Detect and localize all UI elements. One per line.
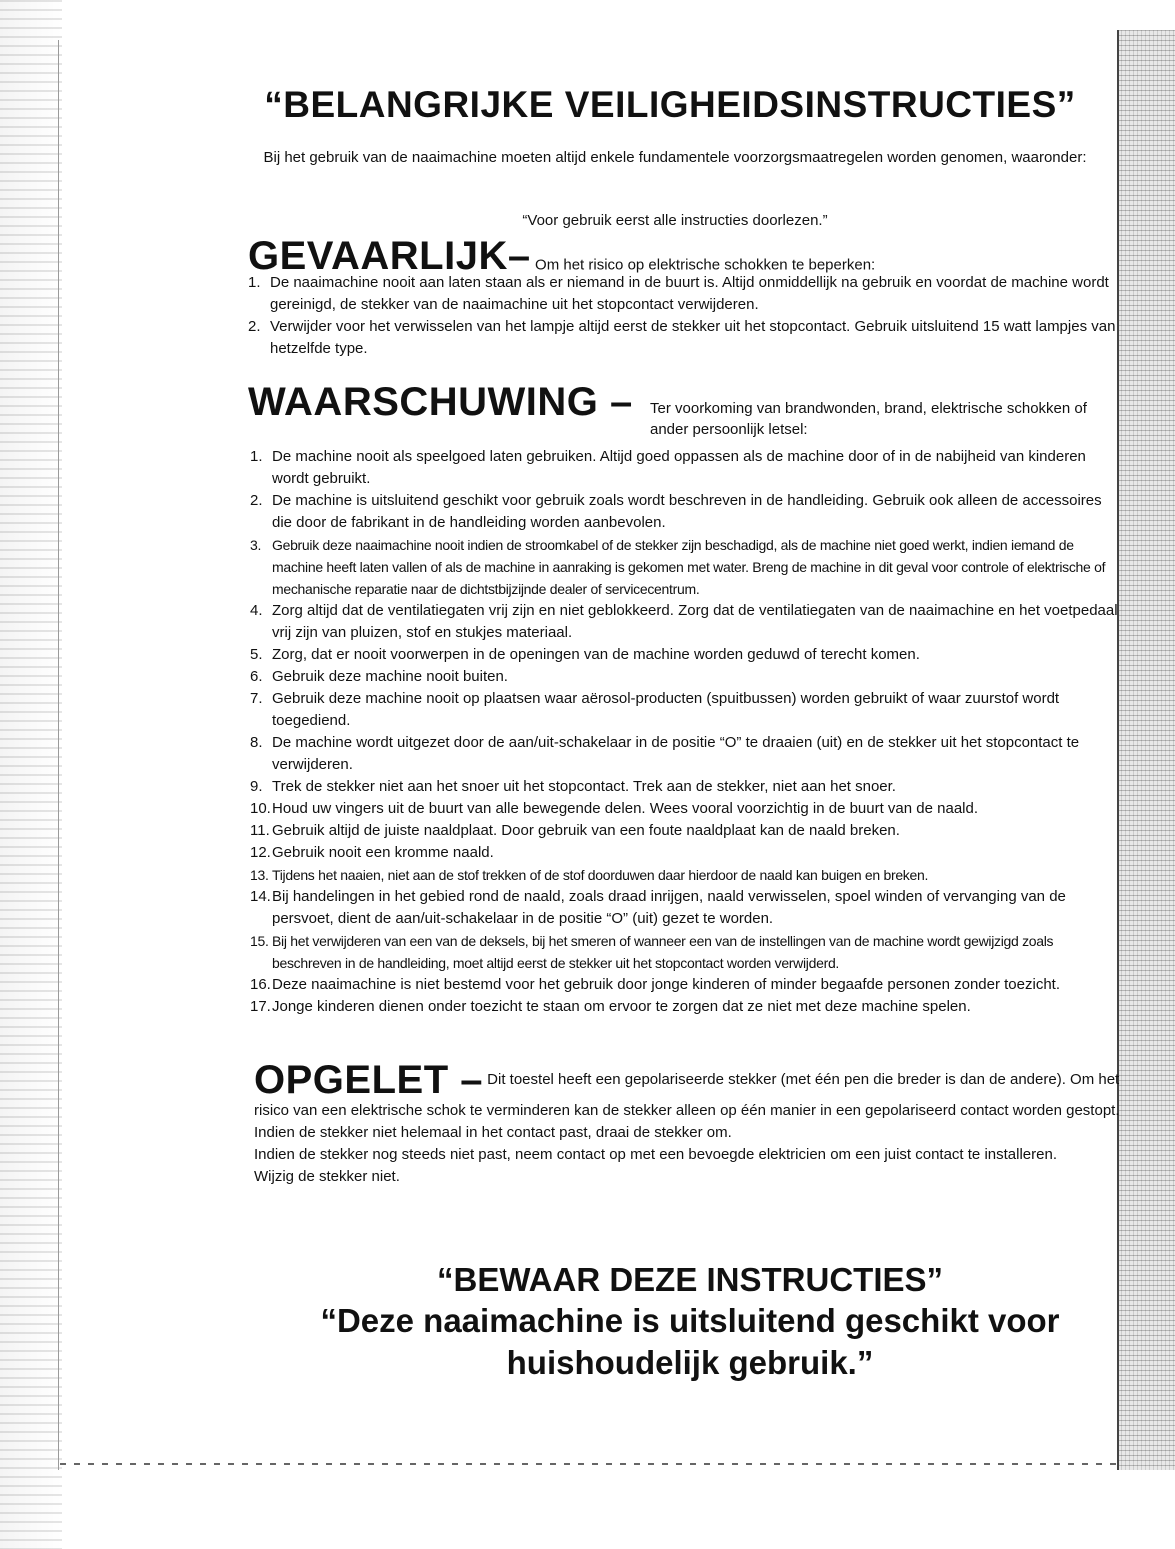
opgelet-line: Indien de stekker niet helemaal in het contact past, draai de stekker om. — [254, 1124, 732, 1141]
list-item — [250, 666, 1120, 688]
intro-text: Bij het gebruik van de naaimachine moeten altijd enkele fundamentele voorzorgsmaatregelen worden genomen, waaronder: — [263, 149, 1087, 166]
item-number: 2. — [248, 318, 261, 335]
item-text: Gebruik nooit een kromme naald. — [272, 844, 494, 861]
item-number: 16. — [250, 976, 271, 993]
list-item — [250, 996, 1120, 1018]
item-text: De machine wordt uitgezet door de aan/uit-schakelaar in de positie “O” te draaien (uit) en de stekker uit het stopcontact te verwijderen. — [272, 734, 1080, 773]
footer-subtitle: “Deze naaimachine is uitsluitend geschikt voor huishoudelijk gebruik.” — [320, 1302, 1060, 1381]
item-number: 17. — [250, 998, 271, 1015]
item-text: Gebruik deze machine nooit op plaatsen waar aërosol-producten (spuitbussen) worden gebruikt of waar zuurstof wordt toegediend. — [272, 690, 1060, 729]
item-text: Zorg, dat er nooit voorwerpen in de openingen van de machine worden geduwd of terecht komen. — [272, 646, 920, 663]
item-text: De machine is uitsluitend geschikt voor gebruik zoals wordt beschreven in de handleiding. Gebruik ook alleen de accessoires die door de fabrikant in de handleiding worden aanbevolen. — [272, 492, 1102, 531]
waarschuwing-lead: Ter voorkoming van brandwonden, brand, elektrische schokken of ander persoonlijk letsel: — [650, 400, 1087, 438]
item-text: Gebruik altijd de juiste naaldplaat. Door gebruik van een foute naaldplaat kan de naald breken. — [272, 822, 900, 839]
opgelet-lead: Dit toestel heeft een gepolariseerde stekker (met één pen die breder is dan de andere). Om het risico van een elektrische schok te verminderen kan de stekker alleen op één manier in een gepolariseerd contact worden gestopt. — [254, 1070, 1120, 1119]
list-item — [250, 930, 1120, 974]
item-number: 10. — [250, 800, 271, 817]
list-item — [250, 886, 1120, 930]
item-number: 1. — [248, 274, 261, 291]
item-number: 13. — [250, 867, 269, 883]
item-text: Deze naaimachine is niet bestemd voor het gebruik door jonge kinderen of minder begaafde personen zonder toezicht. — [272, 976, 1060, 993]
item-text: De naaimachine nooit aan laten staan als er niemand in de buurt is. Altijd onmiddellijk na gebruik en voordat de machine wordt gereinigd, de stekker van de naaimachine uit het stopcontact verwijderen. — [270, 274, 1109, 313]
item-number: 1. — [250, 448, 263, 465]
item-number: 2. — [250, 492, 263, 509]
item-number: 8. — [250, 734, 263, 751]
item-number: 12. — [250, 844, 271, 861]
list-item — [250, 600, 1120, 644]
item-text: Tijdens het naaien, niet aan de stof trekken of de stof doorduwen daar hierdoor de naald kan buigen en breken. — [272, 867, 929, 883]
item-text: De machine nooit als speelgoed laten gebruiken. Altijd goed oppassen als de machine door of in de nabijheid van kinderen wordt gebruikt. — [272, 448, 1086, 487]
scan-edge-left — [0, 0, 62, 1549]
item-number: 11. — [250, 822, 270, 839]
waarschuwing-header — [248, 380, 633, 425]
item-text: Zorg altijd dat de ventilatiegaten vrij zijn en niet geblokkeerd. Zorg dat de ventilatiegaten van de naaimachine en het voetpedaal vrij zijn van pluizen, stof en stukjes materiaal. — [272, 602, 1118, 641]
page-title: “BELANGRIJKE VEILIGHEIDSINSTRUCTIES” — [264, 84, 1076, 125]
list-item — [250, 534, 1120, 600]
list-item — [250, 798, 1120, 820]
item-text: Jonge kinderen dienen onder toezicht te staan om ervoor te zorgen dat ze niet met deze machine spelen. — [272, 998, 971, 1015]
scan-edge-left-line — [58, 40, 59, 1470]
item-number: 14. — [250, 888, 271, 905]
list-item — [250, 776, 1120, 798]
list-item — [248, 272, 1118, 316]
intro-quote: “Voor gebruik eerst alle instructies doorlezen.” — [522, 212, 828, 229]
item-text: Gebruik deze naaimachine nooit indien de stroomkabel of de stekker zijn beschadigd, als de machine niet goed werkt, indien iemand de machine heeft laten vallen of als de machine in aanraking is gekomen met water. Breng de machine in dit geval voor controle of elektrische of mechanische reparatie naar de dichtstbijzijnde dealer of servicecentrum. — [272, 537, 1106, 597]
list-item — [250, 820, 1120, 842]
item-number: 5. — [250, 646, 263, 663]
item-text: Bij het verwijderen van een van de deksels, bij het smeren of wanneer een van de instellingen van de machine wordt gewijzigd zoals beschreven in de handleiding, moet altijd eerst de stekker uit het stopcontact worden verwijderd. — [272, 933, 1054, 971]
waarschuwing-list — [250, 446, 1120, 1018]
opgelet-section — [254, 1060, 1124, 1188]
item-number: 15. — [250, 933, 269, 949]
gevaarlijk-list — [248, 272, 1118, 360]
opgelet-line: Indien de stekker nog steeds niet past, neem contact op met een bevoegde elektricien om een juist contact te installeren. — [254, 1146, 1057, 1163]
list-item — [250, 974, 1120, 996]
list-item — [250, 644, 1120, 666]
waarschuwing-heading: WAARSCHUWING – — [248, 380, 633, 424]
list-item — [248, 316, 1118, 360]
item-number: 3. — [250, 537, 262, 553]
list-item — [250, 732, 1120, 776]
item-text: Gebruik deze machine nooit buiten. — [272, 668, 508, 685]
opgelet-line: Wijzig de stekker niet. — [254, 1168, 400, 1185]
item-number: 6. — [250, 668, 263, 685]
item-number: 4. — [250, 602, 263, 619]
scan-edge-right — [1117, 30, 1175, 1470]
item-number: 9. — [250, 778, 263, 795]
list-item — [250, 446, 1120, 490]
list-item — [250, 864, 1120, 886]
item-text: Trek de stekker niet aan het snoer uit het stopcontact. Trek aan de stekker, niet aan het snoer. — [272, 778, 896, 795]
item-text: Bij handelingen in het gebied rond de naald, zoals draad inrijgen, naald verwisselen, spoel winden of vervanging van de persvoet, dient de aan/uit-schakelaar in de positie “O” (uit) gezet te worden. — [272, 888, 1066, 927]
item-text: Verwijder voor het verwisselen van het lampje altijd eerst de stekker uit het stopcontact. Gebruik uitsluitend 15 watt lampjes van hetzelfde type. — [270, 318, 1116, 357]
opgelet-heading: OPGELET – — [254, 1058, 483, 1102]
scan-edge-bottom — [60, 1463, 1120, 1465]
footer-title: “BEWAAR DEZE INSTRUCTIES” — [436, 1261, 944, 1298]
item-number: 7. — [250, 690, 263, 707]
list-item — [250, 688, 1120, 732]
list-item — [250, 490, 1120, 534]
gevaarlijk-heading: GEVAARLIJK– — [248, 234, 531, 278]
item-text: Houd uw vingers uit de buurt van alle bewegende delen. Wees vooral voorzichtig in de buurt van de naald. — [272, 800, 979, 817]
list-item — [250, 842, 1120, 864]
gevaarlijk-lead: Om het risico op elektrische schokken te beperken: — [535, 256, 876, 274]
